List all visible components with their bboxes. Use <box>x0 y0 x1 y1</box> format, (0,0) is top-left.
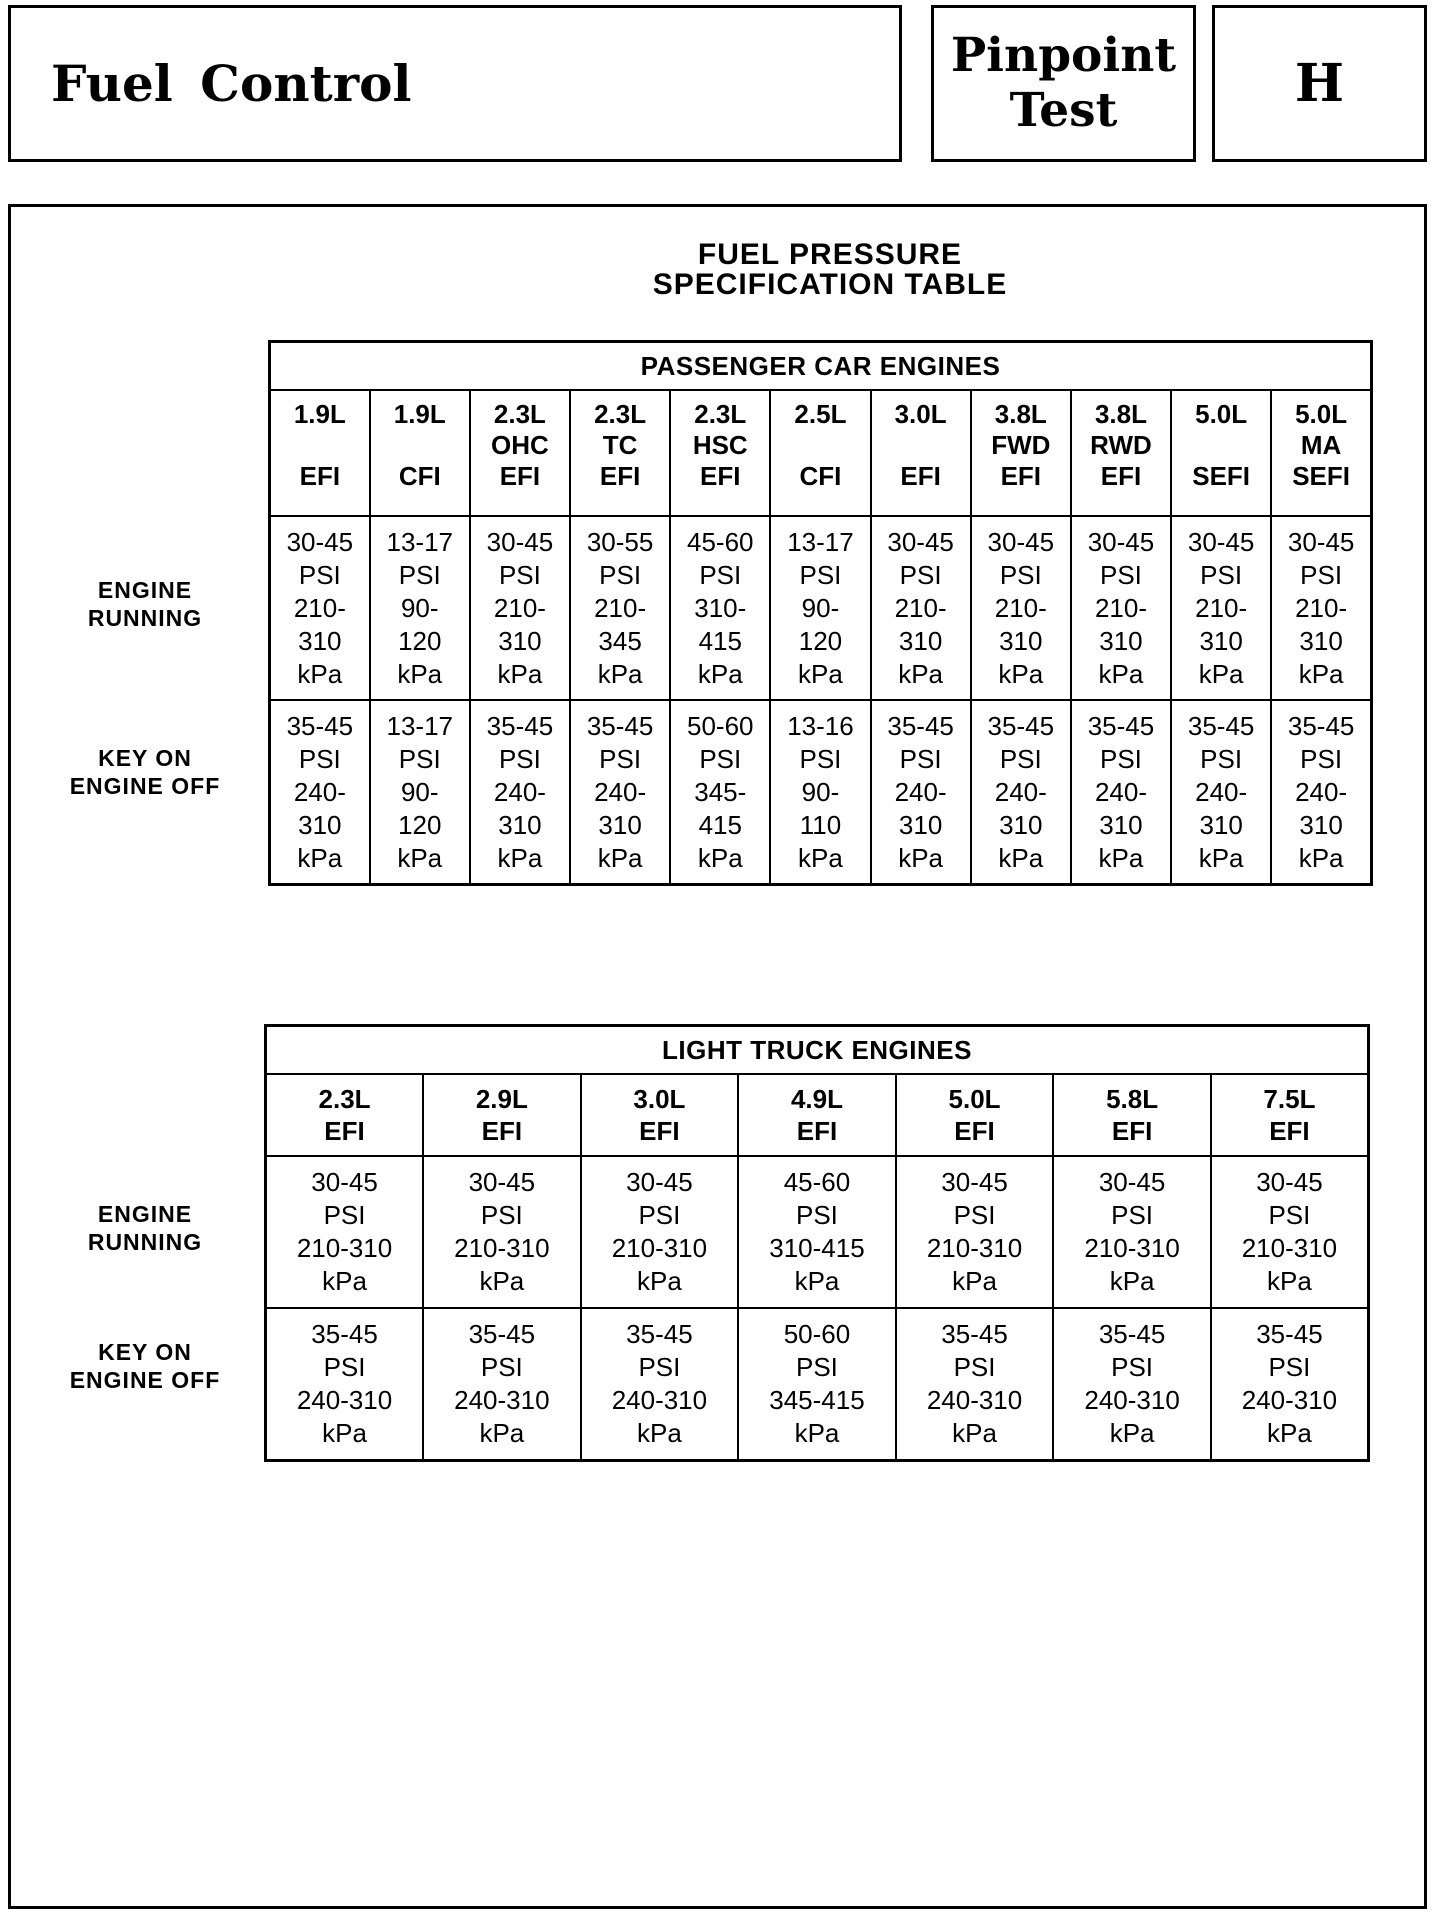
pressure-line: PSI <box>498 743 541 774</box>
engine-running-row <box>270 516 1372 700</box>
pressure-line: PSI <box>398 743 441 774</box>
key-on-pressure-cell <box>1211 1308 1369 1461</box>
pressure-line: 210- <box>994 592 1047 623</box>
pressure-line: kPa <box>1109 1266 1155 1296</box>
running-pressure-cell <box>266 1156 424 1308</box>
pressure-line: PSI <box>1100 559 1142 590</box>
pressure-line: 35-45 <box>1256 1319 1323 1349</box>
pressure-line: kPa <box>1098 658 1144 689</box>
pressure-line: 240- <box>994 776 1047 807</box>
running-pressure-cell <box>770 516 870 700</box>
engine-system: EFI <box>1111 1116 1153 1146</box>
pressure-line: kPa <box>798 658 843 689</box>
pressure-line: kPa <box>898 658 944 689</box>
pressure-line: 310 <box>498 625 542 656</box>
pressure-line: 50-60 <box>687 710 754 741</box>
pressure-line: 415 <box>698 809 742 840</box>
running-pressure-cell <box>971 516 1071 700</box>
passenger-car-heading: PASSENGER CAR ENGINES <box>270 342 1372 391</box>
engine-header-row <box>266 1074 1369 1156</box>
pressure-line: 30-45 <box>626 1167 693 1197</box>
pressure-line: 240-310 <box>454 1385 550 1415</box>
pressure-line: 13-17 <box>787 526 854 557</box>
passenger-car-table <box>268 340 1373 886</box>
engine-system: EFI <box>324 1116 365 1146</box>
pressure-line: 35-45 <box>887 710 954 741</box>
pressure-line: 45-60 <box>687 526 754 557</box>
pressure-line: PSI <box>298 743 341 774</box>
engine-running-row <box>266 1156 1369 1308</box>
table-title-line2: SPECIFICATION TABLE <box>652 268 1008 301</box>
engine-size: 2.3L <box>694 399 747 429</box>
key-on-pressure-cell <box>670 700 770 885</box>
engine-variant: MA <box>1300 430 1342 460</box>
pressure-line: kPa <box>952 1418 997 1448</box>
pressure-line: PSI <box>796 1352 838 1382</box>
engine-system: CFI <box>398 461 441 491</box>
pressure-line: 13-17 <box>386 526 453 557</box>
row-label-line: ENGINE <box>97 577 193 603</box>
engine-size: 3.8L <box>994 399 1047 429</box>
pressure-line: PSI <box>899 743 942 774</box>
key-on-pressure-cell <box>738 1308 896 1461</box>
running-pressure-cell <box>1211 1156 1369 1308</box>
pressure-line: kPa <box>597 658 643 689</box>
pressure-line: kPa <box>497 658 543 689</box>
engine-system: EFI <box>299 461 341 491</box>
engine-variant: TC <box>602 430 638 460</box>
pressure-line: 30-45 <box>311 1167 378 1197</box>
engine-header-cell <box>1171 390 1271 516</box>
pressure-line: 240-310 <box>926 1385 1023 1415</box>
pressure-line: 30-45 <box>468 1167 536 1197</box>
row-label-engine-running <box>30 576 260 632</box>
pressure-line: kPa <box>597 842 643 873</box>
pressure-line: PSI <box>953 1352 996 1382</box>
pressure-line: PSI <box>699 559 742 590</box>
engine-variant: OHC <box>491 430 549 460</box>
pressure-line: kPa <box>998 658 1044 689</box>
engine-system: EFI <box>1000 461 1042 491</box>
pressure-line: PSI <box>1268 1200 1311 1230</box>
table-title-line1: FUEL PRESSURE <box>697 238 963 271</box>
pressure-line: 240-310 <box>611 1385 708 1415</box>
pressure-line: 13-17 <box>386 710 453 741</box>
engine-header-cell <box>266 1074 424 1156</box>
engine-system: EFI <box>954 1116 995 1146</box>
pressure-line: 310 <box>298 625 342 656</box>
pressure-line: kPa <box>794 1418 840 1448</box>
pressure-line: kPa <box>1267 1418 1312 1448</box>
key-on-pressure-cell <box>570 700 670 885</box>
pressure-line: PSI <box>1111 1200 1154 1230</box>
pressure-line: 120 <box>398 625 442 656</box>
running-pressure-cell <box>1271 516 1371 700</box>
engine-header-cell <box>270 390 370 516</box>
pressure-line: 35-45 <box>941 1319 1008 1349</box>
pressure-line: kPa <box>637 1266 682 1296</box>
pressure-line: kPa <box>998 842 1044 873</box>
engine-header-cell <box>423 1074 581 1156</box>
pressure-line: 35-45 <box>286 710 354 741</box>
pressure-line: PSI <box>323 1200 366 1230</box>
engine-size: 5.8L <box>1106 1084 1159 1114</box>
pressure-line: 210- <box>1195 592 1248 623</box>
engine-variant: HSC <box>692 430 748 460</box>
test-code-box <box>1212 5 1427 162</box>
key-on-engine-off-row <box>270 700 1372 885</box>
pressure-line: 310 <box>1199 625 1243 656</box>
key-on-pressure-cell <box>1171 700 1271 885</box>
pressure-line: 30-45 <box>1287 526 1355 557</box>
pressure-line: PSI <box>480 1352 523 1382</box>
engine-header-cell <box>470 390 570 516</box>
key-on-pressure-cell <box>1053 1308 1211 1461</box>
pressure-line: 310 <box>1099 625 1143 656</box>
pressure-line: kPa <box>697 842 743 873</box>
row-label-key-on-engine-off <box>30 744 260 800</box>
engine-size: 3.0L <box>633 1084 686 1114</box>
pressure-line: 30-45 <box>887 526 954 557</box>
pressure-line: 210-310 <box>296 1233 393 1263</box>
pressure-line: kPa <box>397 842 443 873</box>
engine-size: 2.5L <box>794 399 847 429</box>
row-label-line: KEY ON <box>98 1339 192 1365</box>
key-on-pressure-cell <box>270 700 370 885</box>
pressure-line: PSI <box>1300 743 1343 774</box>
pressure-line: 30-45 <box>1087 526 1155 557</box>
pressure-line: 210- <box>1295 592 1348 623</box>
pressure-line: PSI <box>323 1352 366 1382</box>
pressure-line: 35-45 <box>987 710 1055 741</box>
pressure-line: 30-45 <box>941 1167 1008 1197</box>
pressure-line: 210-310 <box>926 1233 1023 1263</box>
engine-header-cell <box>370 390 470 516</box>
pressure-line: kPa <box>794 1266 840 1296</box>
pressure-line: 310 <box>1099 809 1143 840</box>
engine-variant <box>271 430 369 461</box>
pressure-line: kPa <box>479 1418 525 1448</box>
running-pressure-cell <box>670 516 770 700</box>
engine-header-cell <box>971 390 1071 516</box>
pressure-line: kPa <box>322 1266 367 1296</box>
pressure-line: 210- <box>493 592 546 623</box>
engine-size: 2.3L <box>318 1084 371 1114</box>
pressure-line: 35-45 <box>1087 710 1155 741</box>
pressure-line: 90- <box>400 592 439 623</box>
test-code: H <box>1294 53 1345 114</box>
section-title-box <box>8 5 902 162</box>
pressure-line: 310- <box>694 592 747 623</box>
pressure-line: 240- <box>493 776 546 807</box>
key-on-pressure-cell <box>423 1308 581 1461</box>
engine-system: CFI <box>799 461 842 491</box>
pressure-line: PSI <box>699 743 742 774</box>
pressure-line: 30-45 <box>486 526 554 557</box>
running-pressure-cell <box>1053 1156 1211 1308</box>
pressure-line: PSI <box>599 559 642 590</box>
pressure-line: PSI <box>899 559 942 590</box>
pressure-line: 345-415 <box>769 1385 865 1415</box>
pressure-line: 35-45 <box>486 710 554 741</box>
engine-header-cell <box>1071 390 1171 516</box>
pressure-line: kPa <box>1298 842 1344 873</box>
pressure-line: 415 <box>698 625 742 656</box>
pressure-line: 120 <box>798 625 843 656</box>
key-on-pressure-cell <box>470 700 570 885</box>
running-pressure-cell <box>871 516 971 700</box>
pressure-line: 45-60 <box>783 1167 851 1197</box>
pressure-line: 30-45 <box>1098 1167 1166 1197</box>
pressure-line: 210-310 <box>1241 1233 1338 1263</box>
running-pressure-cell <box>370 516 470 700</box>
key-on-pressure-cell <box>581 1308 739 1461</box>
pressure-line: kPa <box>697 658 743 689</box>
pressure-line: 13-16 <box>787 710 854 741</box>
engine-variant <box>771 430 869 461</box>
row-label-line: ENGINE OFF <box>69 1367 221 1393</box>
pressure-line: 210-310 <box>1084 1233 1180 1263</box>
engine-variant: FWD <box>991 430 1051 460</box>
section-title: Fuel Control <box>51 54 412 113</box>
pressure-line: PSI <box>638 1200 681 1230</box>
pressure-line: PSI <box>1100 743 1142 774</box>
engine-system: EFI <box>481 1116 523 1146</box>
pressure-line: 35-45 <box>1098 1319 1166 1349</box>
pressure-line: 30-45 <box>987 526 1055 557</box>
pressure-line: PSI <box>498 559 541 590</box>
engine-system: EFI <box>796 1116 838 1146</box>
key-on-pressure-cell <box>266 1308 424 1461</box>
engine-size: 3.0L <box>894 399 947 429</box>
pressure-line: kPa <box>1098 842 1144 873</box>
pressure-line: 35-45 <box>1187 710 1255 741</box>
engine-size: 7.5L <box>1263 1084 1316 1114</box>
key-on-pressure-cell <box>896 1308 1054 1461</box>
pressure-line: PSI <box>1200 743 1243 774</box>
pressure-line: kPa <box>322 1418 367 1448</box>
pressure-line: 310 <box>598 809 642 840</box>
engine-header-row <box>270 390 1372 516</box>
pinpoint-test-box <box>931 5 1196 162</box>
engine-header-cell <box>1053 1074 1211 1156</box>
engine-size: 2.3L <box>493 399 546 429</box>
running-pressure-cell <box>570 516 670 700</box>
engine-variant <box>872 430 970 461</box>
pressure-line: 240-310 <box>1241 1385 1338 1415</box>
engine-header-cell <box>581 1074 739 1156</box>
engine-header-cell <box>1211 1074 1369 1156</box>
engine-size: 3.8L <box>1094 399 1147 429</box>
pressure-line: 210- <box>594 592 647 623</box>
pressure-line: PSI <box>799 559 842 590</box>
engine-header-cell <box>871 390 971 516</box>
pressure-line: 35-45 <box>626 1319 693 1349</box>
pressure-line: 30-45 <box>1256 1167 1323 1197</box>
engine-variant <box>371 430 469 461</box>
pressure-line: kPa <box>297 842 343 873</box>
pressure-line: 90- <box>400 776 439 807</box>
pressure-line: PSI <box>999 743 1042 774</box>
key-on-pressure-cell <box>871 700 971 885</box>
engine-size: 5.0L <box>1195 399 1248 429</box>
pressure-line: 210- <box>1094 592 1147 623</box>
pressure-line: 30-45 <box>1187 526 1255 557</box>
pressure-line: 240- <box>1094 776 1147 807</box>
pressure-line: 210-310 <box>611 1233 708 1263</box>
running-pressure-cell <box>896 1156 1054 1308</box>
pressure-line: kPa <box>1298 658 1344 689</box>
engine-system: EFI <box>900 461 941 491</box>
pressure-line: PSI <box>599 743 642 774</box>
engine-system: EFI <box>1269 1116 1310 1146</box>
running-pressure-cell <box>738 1156 896 1308</box>
engine-header-cell <box>670 390 770 516</box>
pressure-line: 310 <box>999 809 1043 840</box>
pressure-line: kPa <box>1198 842 1244 873</box>
pressure-line: 210- <box>894 592 947 623</box>
engine-size: 5.0L <box>1295 399 1348 429</box>
pressure-line: 240- <box>894 776 947 807</box>
pressure-line: 310 <box>1199 809 1243 840</box>
engine-size: 4.9L <box>790 1084 843 1114</box>
engine-system: EFI <box>700 461 741 491</box>
pressure-line: 240- <box>293 776 346 807</box>
engine-system: EFI <box>1100 461 1142 491</box>
pressure-line: kPa <box>297 658 343 689</box>
pressure-line: 345 <box>598 625 642 656</box>
pressure-line: 35-45 <box>468 1319 536 1349</box>
engine-header-cell <box>570 390 670 516</box>
engine-size: 5.0L <box>948 1084 1001 1114</box>
pressure-line: 240-310 <box>296 1385 393 1415</box>
running-pressure-cell <box>1071 516 1171 700</box>
pressure-line: kPa <box>1109 1418 1155 1448</box>
pressure-line: kPa <box>1198 658 1244 689</box>
running-pressure-cell <box>423 1156 581 1308</box>
engine-header-cell <box>1271 390 1371 516</box>
key-on-pressure-cell <box>1271 700 1371 885</box>
light-truck-table <box>264 1024 1370 1462</box>
running-pressure-cell <box>581 1156 739 1308</box>
row-label-engine-running <box>30 1200 260 1256</box>
pressure-line: 120 <box>398 809 442 840</box>
engine-header-cell <box>770 390 870 516</box>
row-label-line: KEY ON <box>98 745 192 771</box>
pressure-line: 240- <box>1195 776 1248 807</box>
running-pressure-cell <box>270 516 370 700</box>
engine-variant: RWD <box>1090 430 1152 460</box>
pinpoint-label-line2: Test <box>1009 82 1118 138</box>
pressure-line: PSI <box>480 1200 523 1230</box>
key-on-pressure-cell <box>1071 700 1171 885</box>
pressure-line: 35-45 <box>586 710 654 741</box>
pressure-line: PSI <box>799 743 842 774</box>
pressure-line: 90- <box>801 776 840 807</box>
pressure-line: PSI <box>953 1200 996 1230</box>
engine-size: 2.3L <box>594 399 647 429</box>
pressure-line: 90- <box>801 592 840 623</box>
pressure-line: 310 <box>898 625 943 656</box>
engine-system: EFI <box>639 1116 680 1146</box>
pressure-line: 35-45 <box>1287 710 1355 741</box>
row-label-line: RUNNING <box>87 605 203 631</box>
pressure-line: PSI <box>1268 1352 1311 1382</box>
pinpoint-label-line1: Pinpoint <box>950 28 1177 84</box>
engine-size: 1.9L <box>293 399 346 429</box>
row-label-key-on-engine-off <box>30 1338 260 1394</box>
pressure-line: PSI <box>298 559 341 590</box>
pressure-line: PSI <box>398 559 441 590</box>
engine-system: EFI <box>599 461 641 491</box>
pressure-line: PSI <box>638 1352 681 1382</box>
table-title <box>590 240 1070 300</box>
engine-header-cell <box>738 1074 896 1156</box>
pressure-line: 310 <box>1299 625 1343 656</box>
key-on-pressure-cell <box>370 700 470 885</box>
pressure-line: 210-310 <box>454 1233 550 1263</box>
pressure-line: kPa <box>798 842 843 873</box>
running-pressure-cell <box>470 516 570 700</box>
pressure-line: PSI <box>1300 559 1343 590</box>
pressure-line: 30-45 <box>286 526 354 557</box>
pressure-line: 240- <box>1295 776 1348 807</box>
key-on-pressure-cell <box>971 700 1071 885</box>
pressure-line: PSI <box>1111 1352 1154 1382</box>
pressure-line: PSI <box>1200 559 1243 590</box>
pressure-line: kPa <box>397 658 443 689</box>
pressure-line: 310 <box>1299 809 1343 840</box>
pressure-line: 345- <box>694 776 747 807</box>
pressure-line: kPa <box>898 842 944 873</box>
pressure-line: PSI <box>999 559 1042 590</box>
pressure-line: 240- <box>594 776 647 807</box>
pressure-line: kPa <box>497 842 543 873</box>
pressure-line: 310 <box>498 809 542 840</box>
pressure-line: 310 <box>999 625 1043 656</box>
pressure-line: 310-415 <box>769 1233 865 1263</box>
pressure-line: PSI <box>796 1200 838 1230</box>
pressure-line: 240-310 <box>1084 1385 1180 1415</box>
pressure-line: 310 <box>898 809 943 840</box>
engine-system: SEFI <box>1292 461 1350 491</box>
row-label-line: ENGINE <box>97 1201 193 1227</box>
engine-variant <box>1172 430 1270 461</box>
engine-system: EFI <box>499 461 541 491</box>
light-truck-heading: LIGHT TRUCK ENGINES <box>266 1026 1369 1075</box>
pressure-line: 210- <box>293 592 346 623</box>
pressure-line: 310 <box>298 809 342 840</box>
running-pressure-cell <box>1171 516 1271 700</box>
engine-size: 2.9L <box>475 1084 528 1114</box>
pressure-line: kPa <box>952 1266 997 1296</box>
key-on-pressure-cell <box>770 700 870 885</box>
engine-system: SEFI <box>1192 461 1251 491</box>
row-label-line: RUNNING <box>87 1229 203 1255</box>
pressure-line: kPa <box>1267 1266 1312 1296</box>
pressure-line: 50-60 <box>783 1319 851 1349</box>
pressure-line: 30-55 <box>586 526 654 557</box>
pressure-line: kPa <box>637 1418 682 1448</box>
pressure-line: kPa <box>479 1266 525 1296</box>
key-on-engine-off-row <box>266 1308 1369 1461</box>
pressure-line: 35-45 <box>311 1319 378 1349</box>
pressure-line: 110 <box>799 809 842 840</box>
row-label-line: ENGINE OFF <box>69 773 221 799</box>
engine-size: 1.9L <box>393 399 446 429</box>
engine-header-cell <box>896 1074 1054 1156</box>
